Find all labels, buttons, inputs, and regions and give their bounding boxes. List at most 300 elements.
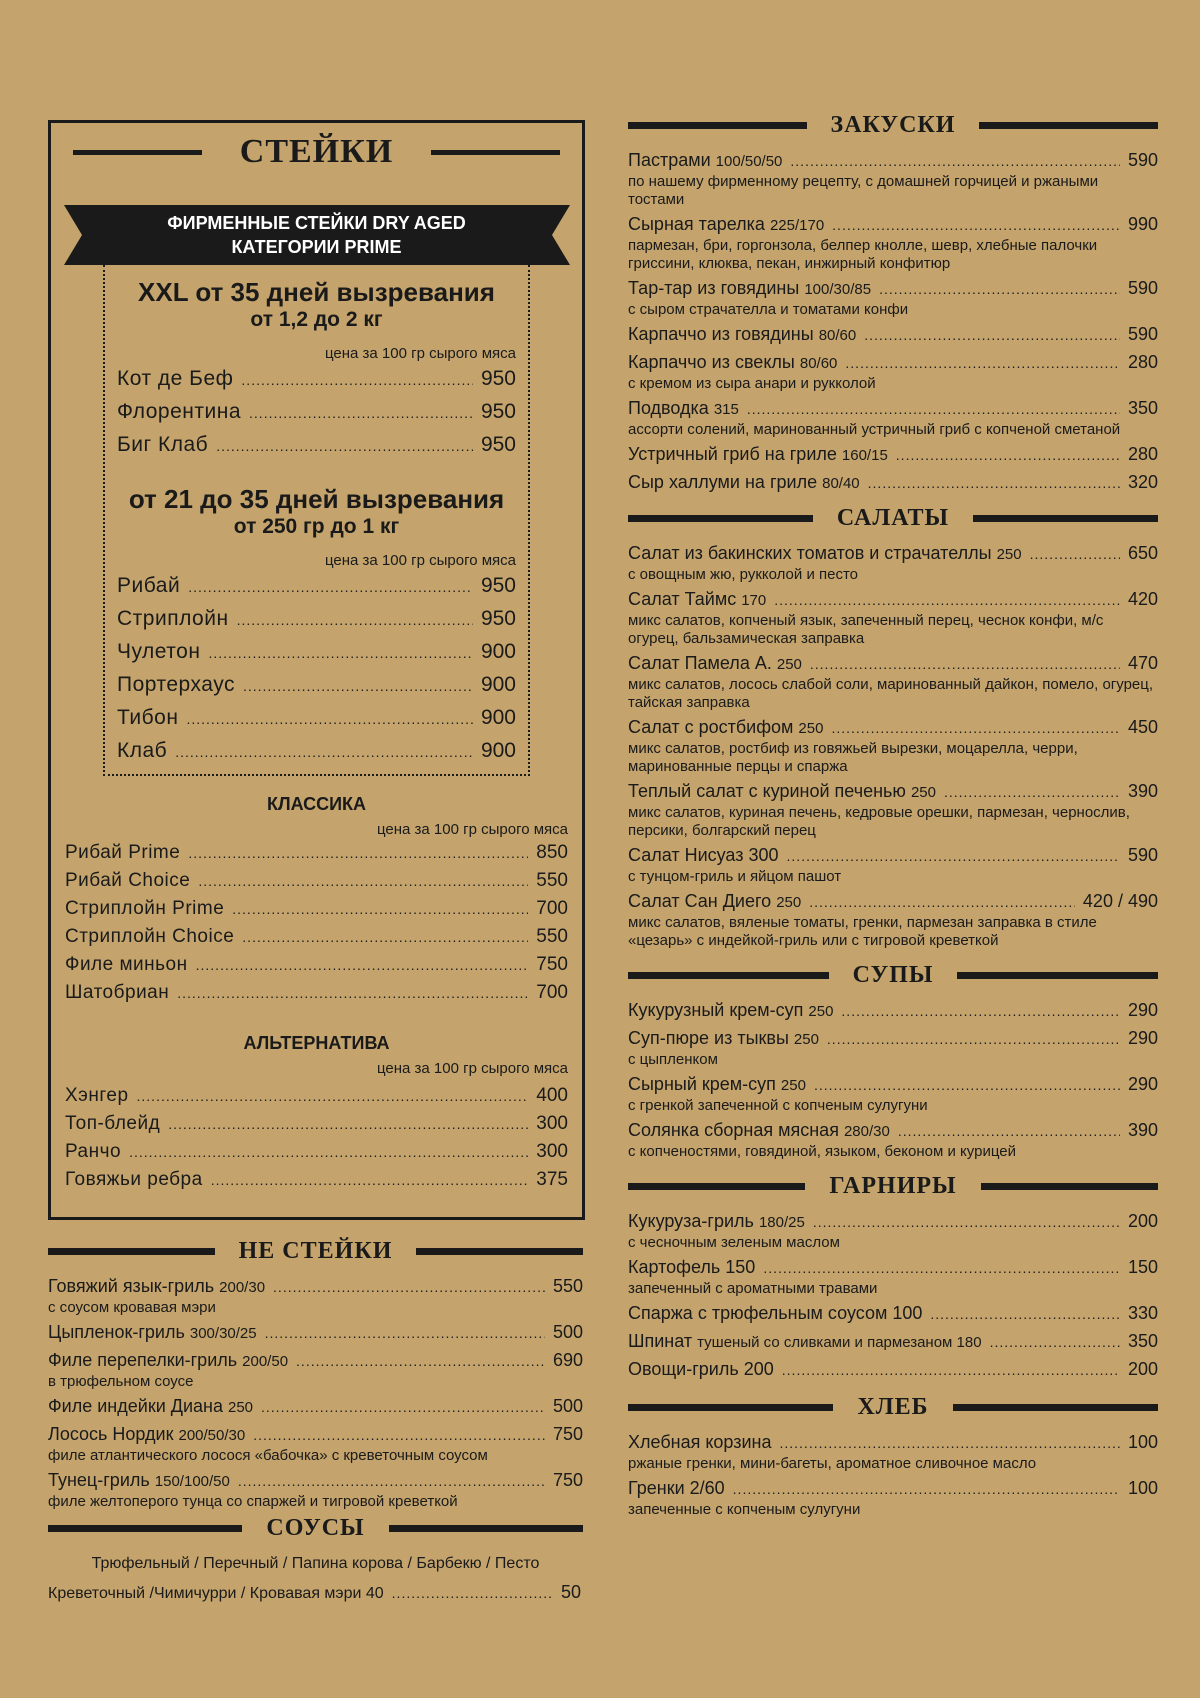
menu-item	[48, 1469, 583, 1511]
item-line	[628, 397, 1158, 421]
menu-item	[628, 323, 1158, 347]
leader-dots	[810, 653, 1120, 676]
price-note: цена за 100 гр сырого мяса	[324, 345, 516, 362]
item-name-wrap	[48, 1349, 288, 1373]
price-note: цена за 100 гр сырого мяса	[324, 552, 516, 569]
item-name-wrap	[628, 1358, 774, 1381]
item-line	[628, 652, 1158, 676]
ribbon-line: КАТЕГОРИИ PRIME	[231, 237, 402, 257]
leader-dots	[198, 868, 528, 895]
section-title: СТЕЙКИ	[239, 133, 394, 170]
item-name-wrap	[628, 1431, 771, 1454]
leader-dots	[242, 924, 528, 951]
leader-dots	[809, 891, 1075, 914]
item-name: Биг Клаб	[117, 433, 209, 456]
menu-item	[117, 735, 516, 768]
item-price: 990	[1127, 214, 1158, 234]
group-title: от 21 до 35 дней вызревания	[128, 484, 505, 514]
steaks-header	[65, 133, 568, 171]
prime-dotted-box	[103, 265, 530, 776]
right-column	[628, 112, 1158, 1523]
item-line	[48, 1469, 583, 1493]
item-line	[628, 443, 1158, 467]
item-price: 590	[1127, 150, 1158, 170]
price-note: цена за 100 гр сырого мяса	[376, 1060, 568, 1077]
item-line	[48, 1349, 583, 1373]
item-description: микс салатов, ростбиф из говяжьей вырезки, моцарелла, черри, маринованные перцы и спаржа	[628, 740, 1078, 775]
leader-dots	[864, 324, 1120, 347]
leader-dots	[265, 1322, 545, 1345]
menu-item	[48, 1395, 583, 1419]
item-price: 550	[552, 1276, 583, 1296]
divider	[48, 1525, 242, 1532]
item-weight: 200/50	[242, 1353, 289, 1370]
menu-item	[628, 1119, 1158, 1161]
item-name-wrap	[628, 999, 833, 1023]
item-weight: 250	[996, 546, 1022, 563]
item-price: 200	[1127, 1359, 1158, 1379]
item-description: с гренкой запеченной с копченым сулугуни	[628, 1097, 928, 1114]
item-name: Говяжий язык-гриль	[48, 1276, 215, 1296]
item-weight: 80/40	[822, 475, 860, 492]
item-line	[48, 1275, 583, 1299]
item-name-wrap	[628, 1027, 819, 1051]
item-name: Тибон	[117, 706, 179, 729]
steaks-section	[48, 120, 585, 1220]
menu-item	[65, 867, 568, 895]
sauces-line	[48, 1578, 583, 1608]
price-note: цена за 100 гр сырого мяса	[376, 821, 568, 838]
item-price: 900	[480, 673, 516, 696]
item-price: 900	[480, 640, 516, 663]
item-description: микс салатов, копченый язык, запеченный перец, чеснок конфи, м/с огурец, бальзамическая заправка	[628, 612, 1104, 647]
menu-item	[65, 895, 568, 923]
leader-dots	[774, 589, 1120, 612]
item-weight: 80/60	[818, 327, 857, 344]
item-price: 850	[536, 842, 568, 863]
soups-header	[628, 962, 1158, 989]
sauces-price: 50	[560, 1582, 581, 1602]
leader-dots	[253, 1424, 545, 1447]
item-description: запеченный с ароматными травами	[628, 1280, 878, 1297]
menu-item	[117, 669, 516, 702]
menu-item	[628, 1431, 1158, 1473]
item-name-wrap	[628, 1302, 922, 1325]
item-line	[628, 1256, 1158, 1280]
bread-list	[628, 1431, 1158, 1519]
item-description: микс салатов, вяленые томаты, гренки, пармезан заправка в стиле «цезарь» с индейкой-гриль или с тигровой креветкой	[628, 914, 1097, 949]
item-name: Стриплойн Prime	[65, 898, 225, 919]
item-weight: 250	[910, 784, 936, 801]
menu-item	[628, 149, 1158, 209]
item-name: Карпаччо из свеклы	[628, 352, 795, 372]
item-name: Тар-тар из говядины	[628, 278, 800, 298]
item-name: Тунец-гриль	[48, 1470, 150, 1490]
item-description: запеченные с копченым сулугуни	[628, 1501, 861, 1518]
item-line	[628, 999, 1158, 1023]
ribbon-line: ФИРМЕННЫЕ СТЕЙКИ DRY AGED	[167, 213, 466, 233]
menu-item	[65, 1138, 568, 1166]
item-line	[628, 1358, 1158, 1382]
leader-dots	[879, 278, 1120, 301]
section-title: НЕ СТЕЙКИ	[238, 1238, 393, 1264]
leader-dots	[747, 398, 1120, 421]
menu-item	[628, 471, 1158, 495]
item-price: 470	[1127, 653, 1158, 673]
item-line	[628, 1027, 1158, 1051]
item-name: Карпаччо из говядины	[628, 324, 814, 344]
leader-dots	[241, 365, 473, 396]
leader-dots	[129, 1139, 528, 1166]
item-price: 390	[1127, 781, 1158, 801]
item-name-wrap	[48, 1469, 230, 1493]
item-price: 280	[1127, 352, 1158, 372]
not-steaks-list	[48, 1275, 583, 1511]
salads-header	[628, 505, 1158, 532]
item-price: 950	[480, 367, 516, 390]
item-price: 290	[1127, 1000, 1158, 1020]
leader-dots	[733, 1478, 1120, 1501]
menu-item	[628, 1073, 1158, 1115]
item-line	[628, 471, 1158, 495]
item-price: 950	[480, 574, 516, 597]
item-name-wrap	[48, 1395, 253, 1419]
item-name: Клаб	[117, 739, 168, 762]
item-price: 100	[1127, 1432, 1158, 1452]
menu-item	[65, 1110, 568, 1138]
item-description: с соусом кровавая мэри	[48, 1299, 216, 1316]
item-line	[628, 1073, 1158, 1097]
item-line	[628, 844, 1158, 868]
menu-item	[628, 1477, 1158, 1519]
section-title: САЛАТЫ	[836, 505, 950, 531]
item-name: Лосось Нордик	[48, 1424, 174, 1444]
item-description: с сыром страчателла и томатами конфи	[628, 301, 909, 318]
snacks-header	[628, 112, 1158, 139]
sauces-names: Креветочный /Чимичурри / Кровавая мэри 40	[48, 1585, 384, 1602]
menu-item	[628, 1330, 1158, 1354]
menu-item	[628, 1210, 1158, 1252]
group-subtitle: от 1,2 до 2 кг	[250, 308, 383, 331]
item-name: Спаржа с трюфельным соусом 100	[628, 1303, 923, 1323]
item-line	[628, 277, 1158, 301]
item-name: Салат с ростбифом	[628, 717, 794, 737]
menu-item	[65, 1082, 568, 1110]
section-title: ГАРНИРЫ	[829, 1173, 957, 1199]
item-name-wrap	[628, 213, 824, 237]
aged21-list	[117, 570, 516, 768]
item-description: с копченостями, говядиной, языком, беконом и курицей	[628, 1143, 1016, 1160]
item-price: 500	[552, 1396, 583, 1416]
item-price: 590	[1127, 278, 1158, 298]
item-name-wrap	[628, 1477, 725, 1500]
item-line	[628, 351, 1158, 375]
leader-dots	[238, 1470, 545, 1493]
divider	[48, 1248, 215, 1255]
divider	[973, 515, 1158, 522]
item-description: ассорти солений, маринованный устричный гриб с копченой сметаной	[628, 421, 1121, 438]
item-name-wrap	[628, 844, 779, 867]
item-line	[628, 149, 1158, 173]
item-price: 750	[536, 954, 568, 975]
item-weight: 250	[227, 1399, 254, 1416]
item-description: с кремом из сыра анари и рукколой	[628, 375, 876, 392]
item-weight: 315	[713, 401, 739, 418]
item-name: Чулетон	[117, 640, 201, 663]
menu-item	[48, 1423, 583, 1465]
item-name-wrap	[628, 1210, 805, 1234]
item-name: Сырная тарелка	[628, 214, 765, 234]
item-price: 450	[1127, 717, 1158, 737]
item-name-wrap	[628, 277, 871, 301]
item-name: Салат Памела А.	[628, 653, 772, 673]
salads-list	[628, 542, 1158, 950]
item-weight: 100/30/85	[804, 281, 872, 298]
item-name-wrap	[628, 443, 888, 467]
item-weight: 250	[776, 894, 802, 911]
item-name: Салат Таймс	[628, 589, 737, 609]
menu-item	[628, 542, 1158, 584]
menu-item	[628, 443, 1158, 467]
menu-item	[48, 1275, 583, 1317]
divider	[628, 972, 829, 979]
item-price: 300	[536, 1141, 568, 1162]
leader-dots	[990, 1331, 1120, 1354]
item-line	[628, 1330, 1158, 1354]
item-price: 390	[1127, 1120, 1158, 1140]
section-title: ЗАКУСКИ	[830, 112, 956, 138]
divider	[953, 1404, 1158, 1411]
menu-item	[628, 716, 1158, 776]
item-weight: 160/15	[841, 447, 888, 464]
item-description: микс салатов, куриная печень, кедровые орешки, пармезан, чернослив, персики, болгарский перец	[628, 804, 1130, 839]
item-line	[48, 1321, 583, 1345]
leader-dots	[296, 1350, 545, 1373]
item-name-wrap	[48, 1275, 265, 1299]
leader-dots	[782, 1359, 1120, 1382]
item-line	[628, 542, 1158, 566]
item-name: Солянка сборная мясная	[628, 1120, 839, 1140]
item-name: Ранчо	[65, 1141, 122, 1162]
leader-dots	[216, 431, 473, 462]
leader-dots	[273, 1276, 545, 1299]
item-name: Салат из бакинских томатов и страчателлы	[628, 543, 992, 563]
item-name-wrap	[628, 542, 1022, 566]
item-description: ржаные гренки, мини-багеты, ароматное сливочное масло	[628, 1455, 1037, 1472]
menu-item	[65, 923, 568, 951]
leader-dots	[196, 952, 529, 979]
leader-dots	[930, 1303, 1120, 1326]
item-price: 350	[1127, 398, 1158, 418]
section-title: ХЛЕБ	[857, 1394, 929, 1420]
item-price: 650	[1127, 543, 1158, 563]
item-weight: 150/100/50	[154, 1473, 230, 1490]
leader-dots	[237, 605, 473, 636]
item-description: филе атлантического лосося «бабочка» с креветочным соусом	[48, 1447, 488, 1464]
section-title: СУПЫ	[852, 962, 934, 988]
leader-dots	[175, 737, 473, 768]
item-name: Хлебная корзина	[628, 1432, 772, 1452]
item-name: Пастрами	[628, 150, 711, 170]
item-name: Кукуруза-гриль	[628, 1211, 754, 1231]
divider	[628, 1183, 805, 1190]
item-description: с чесночным зеленым маслом	[628, 1234, 840, 1251]
item-description: с цыпленком	[628, 1051, 718, 1068]
menu-item	[628, 1027, 1158, 1069]
alternative-list	[65, 1082, 568, 1194]
menu-item	[117, 702, 516, 735]
leader-dots	[868, 472, 1120, 495]
item-name-wrap	[628, 1256, 755, 1279]
menu-item	[117, 363, 516, 396]
item-line	[628, 588, 1158, 612]
item-name-wrap	[628, 471, 860, 495]
menu-item	[48, 1349, 583, 1391]
leader-dots	[188, 840, 528, 867]
item-price: 330	[1127, 1303, 1158, 1323]
item-name: Рибай Prime	[65, 842, 181, 863]
divider	[957, 972, 1158, 979]
item-description: филе желтоперого тунца со спаржей и тигровой креветкой	[48, 1493, 458, 1510]
menu-item	[65, 951, 568, 979]
item-name: Подводка	[628, 398, 709, 418]
menu-item	[628, 999, 1158, 1023]
item-price: 375	[536, 1169, 568, 1190]
item-weight: 250	[776, 656, 802, 673]
leader-dots	[186, 704, 473, 735]
sauces-line: Трюфельный / Перечный / Папина корова / Барбекю / Песто	[91, 1555, 540, 1572]
divider	[628, 1404, 833, 1411]
dry-aged-ribbon	[82, 205, 552, 265]
menu-item	[65, 1166, 568, 1194]
item-price: 900	[480, 706, 516, 729]
item-name: Сыр халлуми на гриле	[628, 472, 818, 492]
item-line	[628, 716, 1158, 740]
item-price: 950	[480, 607, 516, 630]
item-weight: 225/170	[769, 217, 825, 234]
item-weight: 250	[793, 1031, 819, 1048]
divider	[389, 1525, 583, 1532]
leader-dots	[831, 717, 1120, 740]
menu-item	[628, 277, 1158, 319]
item-name-wrap	[48, 1423, 245, 1447]
item-name-wrap	[628, 780, 936, 804]
item-name-wrap	[628, 652, 802, 676]
item-name: Суп-пюре из тыквы	[628, 1028, 789, 1048]
leader-dots	[249, 398, 473, 429]
leader-dots	[779, 1432, 1119, 1455]
item-line	[48, 1423, 583, 1447]
sauces-list	[48, 1550, 583, 1608]
left-column	[48, 120, 583, 1608]
xxl-list	[117, 363, 516, 462]
leader-dots	[841, 1000, 1120, 1023]
item-price: 550	[536, 870, 568, 891]
leader-dots	[188, 572, 473, 603]
item-name: Кот де Беф	[117, 367, 234, 390]
item-name: Портерхаус	[117, 673, 235, 696]
item-name: Топ-блейд	[65, 1113, 161, 1134]
item-name-wrap	[628, 890, 801, 914]
item-price: 700	[536, 982, 568, 1003]
item-price: 280	[1127, 444, 1158, 464]
item-description: с овощным жю, рукколой и песто	[628, 566, 859, 583]
item-price: 900	[480, 739, 516, 762]
item-line	[628, 213, 1158, 237]
sides-list	[628, 1210, 1158, 1382]
item-name: Овощи-гриль 200	[628, 1359, 774, 1379]
menu-item	[628, 890, 1158, 950]
item-line	[628, 1477, 1158, 1501]
menu-item	[117, 636, 516, 669]
menu-item	[628, 1302, 1158, 1326]
menu-item	[117, 396, 516, 429]
item-name: Салат Сан Диего	[628, 891, 772, 911]
item-name: Теплый салат с куриной печенью	[628, 781, 906, 801]
item-name: Гренки 2/60	[628, 1478, 725, 1498]
item-name: Шпинат	[628, 1331, 693, 1351]
item-price: 320	[1127, 472, 1158, 492]
item-price: 290	[1127, 1028, 1158, 1048]
item-name: Салат Нисуаз 300	[628, 845, 779, 865]
item-name: Шатобриан	[65, 982, 170, 1003]
item-name: Филе индейки Диана	[48, 1396, 223, 1416]
item-price: 420	[1127, 589, 1158, 609]
item-name: Кукурузный крем-суп	[628, 1000, 804, 1020]
item-price: 750	[552, 1424, 583, 1444]
leader-dots	[814, 1074, 1120, 1097]
menu-item	[628, 588, 1158, 648]
menu-item	[628, 351, 1158, 393]
item-price: 420 / 490	[1082, 891, 1158, 911]
item-weight: 100/50/50	[715, 153, 783, 170]
divider	[981, 1183, 1158, 1190]
item-price: 750	[552, 1470, 583, 1490]
divider	[73, 150, 202, 155]
item-price: 400	[536, 1085, 568, 1106]
divider	[416, 1248, 583, 1255]
item-line	[628, 780, 1158, 804]
item-name-wrap	[628, 1119, 890, 1143]
leader-dots	[763, 1257, 1120, 1280]
item-name-wrap	[628, 351, 837, 375]
item-weight: 170	[741, 592, 767, 609]
item-name: Филе миньон	[65, 954, 188, 975]
item-name-wrap	[628, 716, 823, 740]
item-name-wrap	[48, 1321, 257, 1345]
item-name: Флорентина	[117, 400, 242, 423]
leader-dots	[392, 1579, 553, 1607]
item-weight: 250	[808, 1003, 834, 1020]
item-name-wrap	[628, 1330, 982, 1354]
item-name: Стриплойн Choice	[65, 926, 235, 947]
menu-item	[628, 780, 1158, 840]
item-price: 690	[552, 1350, 583, 1370]
item-price: 590	[1127, 324, 1158, 344]
item-weight: тушеный со сливками и пармезаном 180	[697, 1334, 982, 1351]
item-price: 350	[1127, 1331, 1158, 1351]
leader-dots	[790, 150, 1120, 173]
divider	[628, 515, 813, 522]
leader-dots	[944, 781, 1120, 804]
item-name-wrap	[628, 323, 856, 347]
leader-dots	[813, 1211, 1120, 1234]
item-price: 290	[1127, 1074, 1158, 1094]
item-name: Стриплойн	[117, 607, 229, 630]
not-steaks-header	[48, 1238, 583, 1265]
menu-item	[628, 397, 1158, 439]
leader-dots	[177, 980, 528, 1007]
